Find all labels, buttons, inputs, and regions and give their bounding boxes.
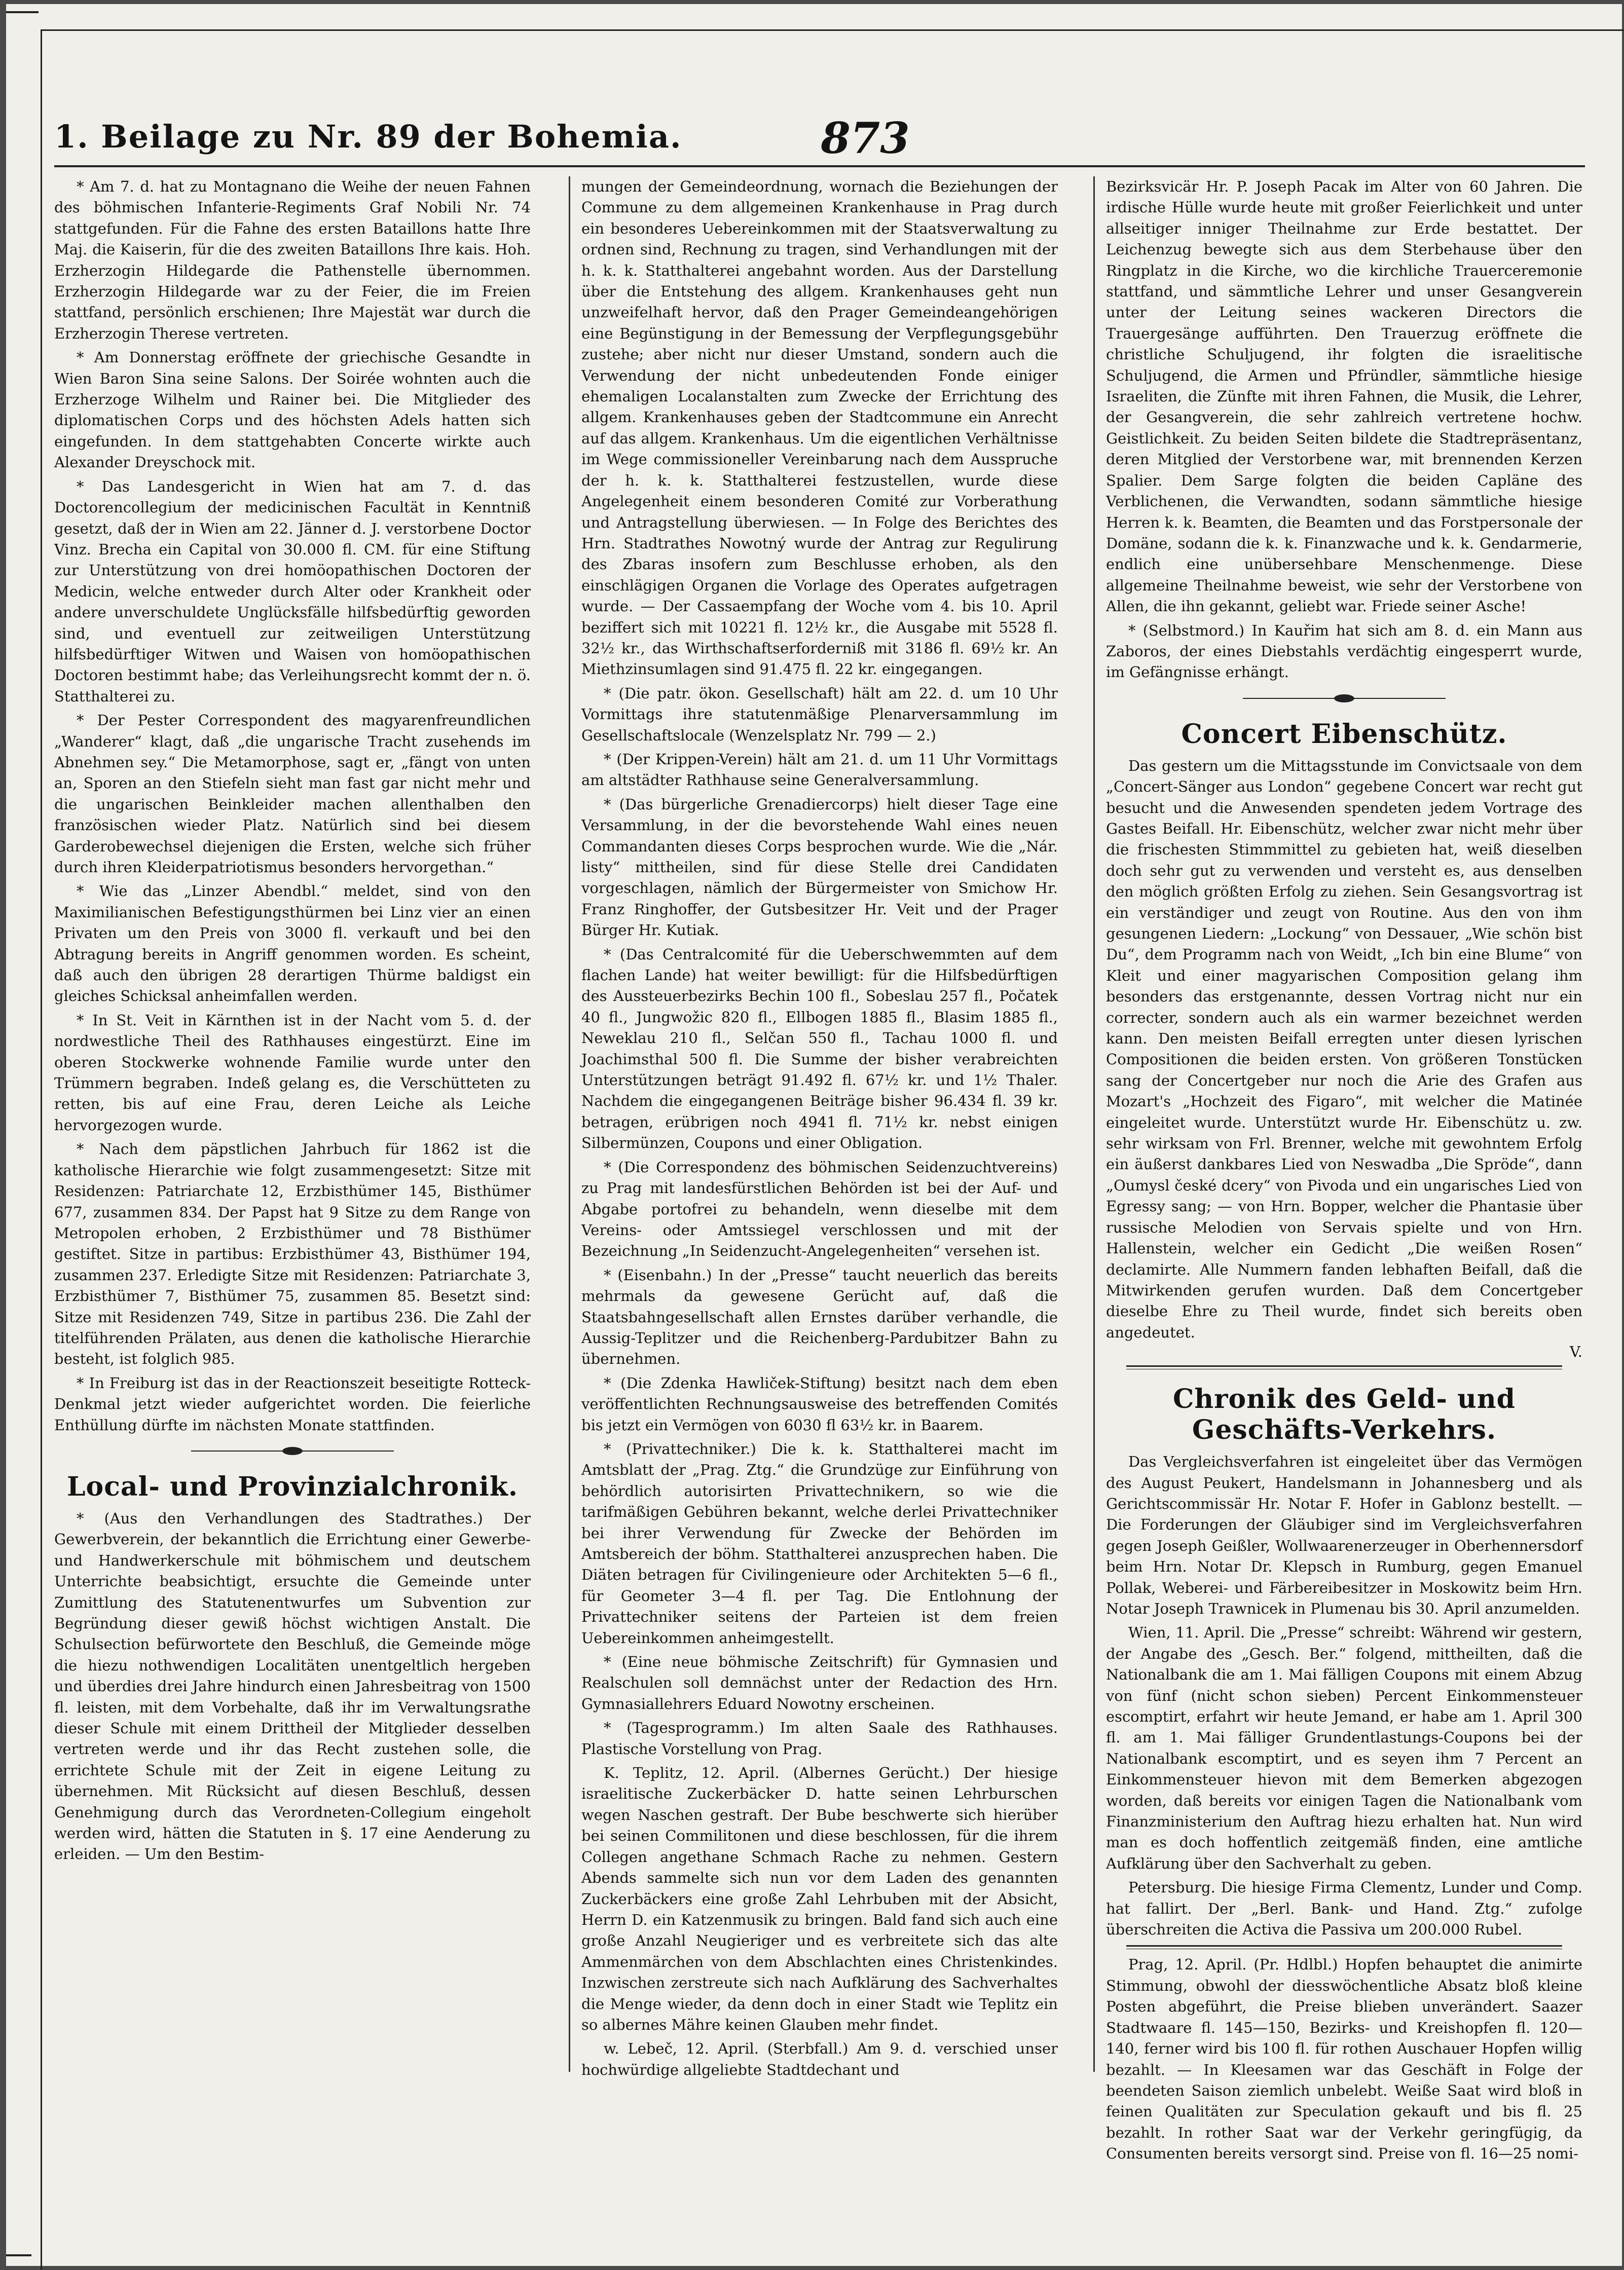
article-paragraph: * (Aus den Verhandlungen des Stadtrathes.) Der Gewerbverein, der bekanntlich die Errichtung einer Gewerbe- und Handwerkerschule mit böhmischem und deutschem Unterrichte beabsichtigt, ersuchte die Gemeinde unter Zumittlung des Statutenentwurfes um Subvention zur Begründung dieser gewiß höchst wichtigen Anstalt. Die Schulsection befürwortete den Beschluß, die Gemeinde möge die hiezu nothwendigen Localitäten unentgeltlich hergeben und überdies drei Jahre hindurch einen Jahresbeitrag von 1500 fl. leisten, mit dem Vorbehalte, daß ihr im Verwaltungsrathe dieser Schule mit einem Drittheil der Mitglieder desselben vertreten werde und ihr das Recht zustehen solle, die errichtete Schule mit der Zeit in eigene Leitung zu übernehmen. Mit Rücksicht auf diesen Beschluß, dessen Genehmigung durch das Verordneten-Collegium eingeholt werden wird, hätten die Statuten in §. 17 eine Aenderung zu erleiden. — Um den Bestim-: [54, 1509, 531, 1863]
article-paragraph: Petersburg. Die hiesige Firma Clementz, Lunder und Comp. hat fallirt. Der „Berl. Bank- und Hand. Ztg.“ zufolge überschreiten die Activa die Passiva um 200.000 Rubel.: [1106, 1879, 1582, 1939]
article-paragraph: Prag, 12. April. (Pr. Hdlbl.) Hopfen behauptet die animirte Stimmung, obwohl der diesswöchentliche Absatz bloß kleine Posten abgeführt, die Preise blieben unverändert. Saazer Stadtwaare fl. 145—150, Bezirks- und Kreishopfen fl. 120—140, ferner wird bis 100 fl. für rothen Auschauer Hopfen willig bezahlt. — In Kleesamen war das Geschäft in Folge der beendeten Saison ziemlich unbelebt. Weiße Saat wird bloß in feinen Qualitäten zur Speculation gekauft und bis fl. 25 bezahlt. In rother Saat war der Verkehr geringfügig, da Consumenten bereits versorgt sind. Preise von fl. 16—25 nomi-: [1106, 1956, 1582, 2163]
author-signature: V.: [1569, 1343, 1582, 1361]
article-paragraph: * (Selbstmord.) In Kauřim hat sich am 8. d. ein Mann aus Zaboros, der eines Diebstahls verdächtig eingesperrt wurde, im Gefängnisse erhängt.: [1106, 621, 1582, 681]
article-paragraph: * (Eine neue böhmische Zeitschrift) für Gymnasien und Realschulen soll demnächst unter der Redaction des Hrn. Gymnasiallehrers Eduard Nowotny erscheinen.: [581, 1653, 1058, 1713]
article-paragraph: * Am 7. d. hat zu Montagnano die Weihe der neuen Fahnen des böhmischen Infanterie-Regiments Graf Nobili Nr. 74 stattgefunden. Für die Fahne des ersten Bataillons hatte Ihre Maj. die Kaiserin, für die des zweiten Bataillons Ihre kais. Hoh. Erzherzogin Hildegarde die Pathenstelle übernommen. Erzherzogin Hildegarde war zu der Feier, die im Freien stattfand, persönlich erschienen; Ihre Majestät war durch die Erzherzogin Therese vertreten.: [54, 178, 531, 342]
article-paragraph: * Am Donnerstag eröffnete der griechische Gesandte in Wien Baron Sina seine Salons. Der Soirée wohnten auch die Erzherzoge Wilhelm und Rainer bei. Die Mitglieder des diplomatischen Corps und des höchsten Adels hatten sich eingefunden. In dem stattgehabten Concerte wirkte auch Alexander Dreyschock mit.: [54, 349, 531, 471]
column-2: [581, 176, 1058, 2153]
article-paragraph: * (Die patr. ökon. Gesellschaft) hält am 22. d. um 10 Uhr Vormittags ihre statutenmäßige Plenarversammlung im Gesellschaftslocale (Wenzelsplatz Nr. 799 — 2.): [581, 684, 1058, 744]
crop-mark-bottom: [6, 2254, 31, 2256]
running-header: [54, 113, 1585, 164]
article-paragraph: Das Vergleichsverfahren ist eingeleitet über das Vermögen des August Peukert, Handelsmann in Johannesberg und als Gerichtscommissär Hr. Notar F. Hofer in Gablonz bestellt. — Die Forderungen der Gläubiger sind im Vergleichsverfahren gegen Joseph Geißler, Wollwaarenerzeuger in Oberhennersdorf beim Hrn. Notar Dr. Klepsch in Rumburg, gegen Emanuel Pollak, Weberei- und Färbereibesitzer in Moskowitz beim Hrn. Notar Joseph Trawnicek in Plumenau bis 30. April anzumelden.: [1106, 1453, 1582, 1617]
column-3: [1106, 176, 1582, 2163]
crop-mark-top: [6, 11, 39, 13]
article-paragraph: K. Teplitz, 12. April. (Albernes Gerücht.) Der hiesige israelitische Zuckerbäcker D. hatte seinen Lehrburschen wegen Naschen gestraft. Der Bube beschwerte sich hierüber bei seinen Commilitonen und diese beschlossen, für die ihrem Collegen angethane Schmach Rache zu nehmen. Gestern Abends sammelte sich nun vor dem Laden des genannten Zuckerbäckers eine große Zahl Lehrbuben mit der Absicht, Herrn D. ein Katzenmusik zu bringen. Bald fand sich auch eine große Anzahl Neugieriger und es verbreitete sich das alte Ammenmärchen von dem Abschlachten eines Christenkindes. Inzwischen zerstreute sich nach Aufklärung des Sachverhaltes die Menge wieder, da denn doch in einer Stadt wie Teplitz ein so albernes Mähre keinen Glauben mehr findet.: [581, 1764, 1058, 2033]
supplement-title: 1. Beilage zu Nr. 89 der Bohemia.: [54, 118, 682, 155]
section-ornament: [191, 1445, 394, 1457]
section-rule: [1126, 1365, 1562, 1369]
header-rule: [54, 165, 1585, 167]
article-paragraph: * Wie das „Linzer Abendbl.“ meldet, sind von den Maximilianischen Befestigungsthürmen bei Linz vier an einen Privaten um den Preis von 3000 fl. verkauft und bei den Abtragung bereits in Angriff genommen worden. Es scheint, daß auch den übrigen 28 derartigen Thürme baldigst ein gleiches Schicksal anheimfallen werden.: [54, 882, 531, 1005]
article-paragraph: * (Das bürgerliche Grenadiercorps) hielt dieser Tage eine Versammlung, in der die bevorstehende Wahl eines neuen Commandanten dieses Corps besprochen wurde. Wie die „Nár. listy“ mittheilen, sind für diese Stelle drei Candidaten vorgeschlagen, nämlich der Bürgermeister von Smichow Hr. Franz Ringhoffer, der Gutsbesitzer Hr. Veit und der Prager Bürger Hr. Kutiak.: [581, 795, 1058, 939]
column-1: [54, 176, 531, 2153]
section-heading-concert: Concert Eibenschütz.: [1181, 718, 1507, 750]
article-paragraph: * Nach dem päpstlichen Jahrbuch für 1862 ist die katholische Hierarchie wie folgt zusammengesetzt: Sitze mit Residenzen: Patriarchate 12, Erzbisthümer 145, Bisthümer 677, zusammen 834. Der Papst hat 9 Sitze zu dem Range von Metropolen erhoben, 2 Erzbisthümer und 78 Bisthümer gestiftet. Sitze in partibus: Erzbisthümer 43, Bisthümer 194, zusammen 237. Erledigte Sitze mit Residenzen: Patriarchate 3, Erzbisthümer 7, Bisthümer 75, zusammen 85. Besetzt sind: Sitze mit Residenzen 749, Sitze in partibus 236. Die Zahl der titelführenden Prälaten, aus denen die katholische Hierarchie besteht, ist folglich 985.: [54, 1140, 531, 1368]
article-paragraph: * In Freiburg ist das in der Reactionszeit beseitigte Rotteck-Denkmal jetzt wieder aufgerichtet worden. Die feierliche Enthüllung dürfte im nächsten Monate stattfinden.: [54, 1374, 531, 1434]
page-number: 873: [821, 113, 910, 163]
article-paragraph: * (Die Correspondenz des böhmischen Seidenzuchtvereins) zu Prag mit landesfürstlichen Behörden ist bei der Auf- und Abgabe portofrei zu behandeln, wenn dieselbe mit dem Vereins- oder Amtssiegel verschlossen und mit der Bezeichnung „In Seidenzucht-Angelegenheiten“ versehen ist.: [581, 1158, 1058, 1260]
article-paragraph: * (Tagesprogramm.) Im alten Saale des Rathhauses. Plastische Vorstellung von Prag.: [581, 1719, 1058, 1758]
article-paragraph: * (Eisenbahn.) In der „Presse“ taucht neuerlich das bereits mehrmals da gewesene Gerücht auf, daß die Staatsbahngesellschaft allen Ernstes darüber verhandle, die Aussig-Teplitzer und die Reichenberg-Pardubitzer Bahn zu übernehmen.: [581, 1266, 1058, 1368]
article-paragraph: Bezirksvicär Hr. P. Joseph Pacak im Alter von 60 Jahren. Die irdische Hülle wurde heute mit großer Feierlichkeit und unter allseitiger inniger Theilnahme zur Erde bestattet. Der Leichenzug bewegte sich aus dem Sterbehause über den Ringplatz in die Kirche, wo die kirchliche Trauerceremonie stattfand, und sämmtliche Lehrer und unser Gesangverein unter der Leitung seines wackeren Directors die Trauergesänge aufführten. Den Trauerzug eröffnete die christliche Schuljugend, ihr folgten die israelitische Schuljugend, die Armen und Pfründler, sämmtliche hiesige Israeliten, die Zünfte mit ihren Fahnen, die Musik, die Lehrer, der Gesangverein, die sehr zahlreich vertretene hochw. Geistlichkeit. Zu beiden Seiten bildete die Stadtrepräsentanz, deren Mitglied der Verstorbene war, mit brennenden Kerzen Spalier. Dem Sarge folgten die beiden Capläne des Verblichenen, die Verwandten, sodann sämmtliche hiesige Herren k. k. Beamten, die Beamten und das Forstpersonale der Domäne, sodann die k. k. Finanzwache und k. k. Gendarmerie, endlich eine unübersehbare Menschenmenge. Diese allgemeine Theilnahme beweist, wie sehr der Verstorbene von Allen, die ihn gekannt, geliebt war. Friede seiner Asche!: [1106, 178, 1582, 615]
article-paragraph: Wien, 11. April. Die „Presse“ schreibt: Während wir gestern, der Angabe des „Gesch. Ber.“ folgend, mittheilten, daß die Nationalbank die am 1. Mai fälligen Coupons mit einem Abzug von fünf (nicht schon sieben) Percent Einkommensteuer escomptirt, erfahrt wir heute Jemand, er habe am 1. April 300 fl. am 1. Mai fälliger Grundentlastungs-Coupons bei der Nationalbank escomptirt, und es seyen ihm 7 Percent an Einkommensteuer hievon mit dem Bemerken abgezogen worden, daß bereits vor einigen Tagen die Nationalbank vom Finanzministerium den Auftrag hiezu erhalten hat. Nun wird man es doch hoffentlich zeitgemäß finden, eine amtliche Aufklärung über den Sachverhalt zu geben.: [1106, 1624, 1582, 1872]
article-paragraph: * (Privattechniker.) Die k. k. Statthalterei macht im Amtsblatt der „Prag. Ztg.“ die Grundzüge zur Einführung von behördlich autorisirten Privattechnikern, so wie die tarifmäßigen Gebühren bekannt, welche derlei Privattechniker bei ihrer Verwendung für Zwecke der Behörden im Amtsbereich der böhm. Statthalterei anzusprechen haben. Die Diäten betragen für Civilingenieure oder Architekten 5—6 fl., für Geometer 3—4 fl. per Tag. Die Entlohnung der Privattechniker seitens der Parteien ist dem freien Uebereinkommen anheimgestellt.: [581, 1440, 1058, 1647]
column-rule-2: [1093, 176, 1095, 2072]
article-paragraph: Das gestern um die Mittagsstunde im Convictsaale von dem „Concert-Sänger aus London“ gegebene Concert war recht gut besucht und die Anwesenden spendeten jedem Vortrage des Gastes Beifall. Hr. Eibenschütz, welcher zwar nicht mehr über die frischesten Stimmmittel zu gebieten hat, weiß dieselben doch sehr gut zu verwenden und versteht es, aus denselben den möglich größten Erfolg zu ziehen. Sein Gesangsvortrag ist ein verständiger und zeugt von Routine. Aus den von ihm gesungenen Liedern: „Lockung“ von Dessauer, „Wie schön bist Du“, dem Programm nach von Weidt, „Ich bin eine Blume“ von Kleit und einer magyarischen Composition gelang ihm besonders das erstgenannte, dessen Vortrag nicht nur ein correcter, sondern auch als ein warmer bezeichnet werden kann. Den meisten Beifall erregten unter diesen lyrischen Compositionen die beiden ersten. Von größeren Tonstücken sang der Concertgeber nur noch die Arie des Grafen aus Mozart's „Hochzeit des Figaro“, mit welcher die Matinée eingeleitet wurde. Unterstützt wurde Hr. Eibenschütz u. zw. sehr wirksam von Frl. Brenner, welche mit gewohntem Erfolg ein äußerst dankbares Lied von Neswadba „Die Sprödе“, dann „Oumysl české dcery“ von Pivoda und ein ungarisches Lied von Egressy sang; — von Hrn. Bopper, welcher die Phantasie über russische Melodien von Servais spielte und von Hrn. Hallenstein, welcher ein Gedicht „Die weißen Rosen“ declamirte. Alle Nummern fanden lebhaften Beifall, daß die Mitwirkenden gerufen wurden. Daß dem Concertgeber dieselbe Ehre zu Theil wurde, findet sich bereits oben angedeutet.: [1106, 757, 1582, 1341]
section-heading-finance-chronicle: Chronik des Geld- und Geschäfts-Verkehrs.: [1172, 1384, 1516, 1446]
article-paragraph: w. Lebeč, 12. April. (Sterbfall.) Am 9. d. verschied unser hochwürdige allgeliebte Stadtdechant und: [581, 2040, 1058, 2078]
article-paragraph: * (Die Zdenka Hawliček-Stiftung) besitzt nach dem eben veröffentlichten Rechnungsausweise des betreffenden Comités bis jetzt ein Vermögen von 6030 fl 63½ kr. in Baarem.: [581, 1374, 1058, 1434]
section-ornament: [1243, 692, 1446, 704]
section-rule: [1126, 1945, 1562, 1949]
article-paragraph: * Der Pester Correspondent des magyarenfreundlichen „Wanderer“ klagt, daß „die ungarische Tracht zusehends im Abnehmen sey.“ Die Metamorphose, sagt er, „fängt von unten an, Sporen an den Stiefeln sieht man fast gar nicht mehr und die ungarischen Beinkleider machen allenthalben den französischen wieder Platz. Natürlich sind bei diesem Garderobewechsel diejenigen die Ersten, welche sich früher durch ihren Kleiderpatriotismus besonders hervorgethan.“: [54, 712, 531, 876]
column-rule-1: [569, 176, 570, 2072]
article-paragraph: * Das Landesgericht in Wien hat am 7. d. das Doctorencollegium der medicinischen Facultät in Kenntniß gesetzt, daß der in Wien am 22. Jänner d. J. verstorbene Doctor Vinz. Brecha ein Capital von 30.000 fl. CM. für eine Stiftung zur Unterstützung von drei homöopathischen Doctoren der Medicin, welche entweder durch Alter oder Krankheit oder andere unverschuldete Unglücksfälle hilfsbedürftig geworden sind, und eventuell zur zeitweiligen Unterstützung hilfsbedürftiger Witwen und Waisen von homöopathischen Doctoren bestimmt habe; das Verleihungsrecht kommt der n. ö. Statthalterei zu.: [54, 477, 531, 705]
article-paragraph: mungen der Gemeindeordnung, wornach die Beziehungen der Commune zu dem allgemeinen Krankenhause in Prag durch ein besonderes Uebereinkommen mit der Staatsverwaltung zu ordnen sind, Rechnung zu tragen, sind Verhandlungen mit der h. k. k. Statthalterei angebahnt worden. Aus der Darstellung über die Entstehung des allgem. Krankenhauses geht nun unzweifelhaft hervor, daß den Prager Gemeindeangehörigen eine Begünstigung in der Bemessung der Verpflegungsgebühr zustehe; aber nicht nur dieser Umstand, sondern auch die Verwendung der nicht unbedeutenden Fonde einiger ehemaligen Localanstalten zum Zwecke der Errichtung des allgem. Krankenhauses geben der Stadtcommune ein Anrecht auf das allgem. Krankenhaus. Um die eigentlichen Verhältnisse im Wege commissioneller Vereinbarung nach dem Ausspruche der h. k. k. Statthalterei festzustellen, wurde diese Angelegenheit einem besonderen Comité zur Vorberathung und Antragstellung überwiesen. — In Folge des Berichtes des Hrn. Stadtrathes Nowotný wurde der Antrag zur Regulirung des Zbaras insofern zum Beschlusse erhoben, als den einschlägigen Organen die Vorlage des Operates aufgetragen wurde. — Der Cassaempfang der Woche vom 4. bis 10. April beziffert sich mit 10221 fl. 12½ kr., die Ausgabe mit 5528 fl. 32½ kr., das Wirthschaftserforderniß mit 3186 fl. 69½ kr. An Miethzinsumlagen sind 91.475 fl. 22 kr. eingegangen.: [581, 178, 1058, 678]
section-heading-local-chronicle: Local- und Provinzialchronik.: [66, 1471, 519, 1502]
newspaper-page: [6, 4, 1622, 2266]
article-paragraph: * (Der Krippen-Verein) hält am 21. d. um 11 Uhr Vormittags am altstädter Rathhause seine Generalversammlung.: [581, 750, 1058, 789]
article-paragraph: * (Das Centralcomité für die Ueberschwemmten auf dem flachen Lande) hat weiter bewilligt: für die Hilfsbedürftigen des Aussteuerbezirks Bechin 100 fl., Sobeslau 257 fl., Počatek 40 fl., Jungwožic 820 fl., Ellbogen 1885 fl., Blasim 1885 fl., Neweklau 210 fl., Selčan 550 fl., Tachau 1000 fl. und Joachimsthal 500 fl. Die Summe der bisher verabreichten Unterstützungen beträgt 91.492 fl. 67½ kr. und 1½ Thaler. Nachdem die eingegangenen Beiträge bisher 96.434 fl. 39 kr. betragen, erübrigen noch 4941 fl. 71½ kr. nebst einigen Silbermünzen, Coupons und einer Obligation.: [581, 945, 1058, 1152]
article-paragraph: * In St. Veit in Kärnthen ist in der Nacht vom 5. d. der nordwestliche Theil des Rathhauses eingestürzt. Eine im oberen Stockwerke wohnende Familie wurde unter den Trümmern begraben. Indeß gelang es, die Verschütteten zu retten, bis auf eine Frau, deren Leiche als Leiche hervorgezogen wurde.: [54, 1011, 531, 1134]
